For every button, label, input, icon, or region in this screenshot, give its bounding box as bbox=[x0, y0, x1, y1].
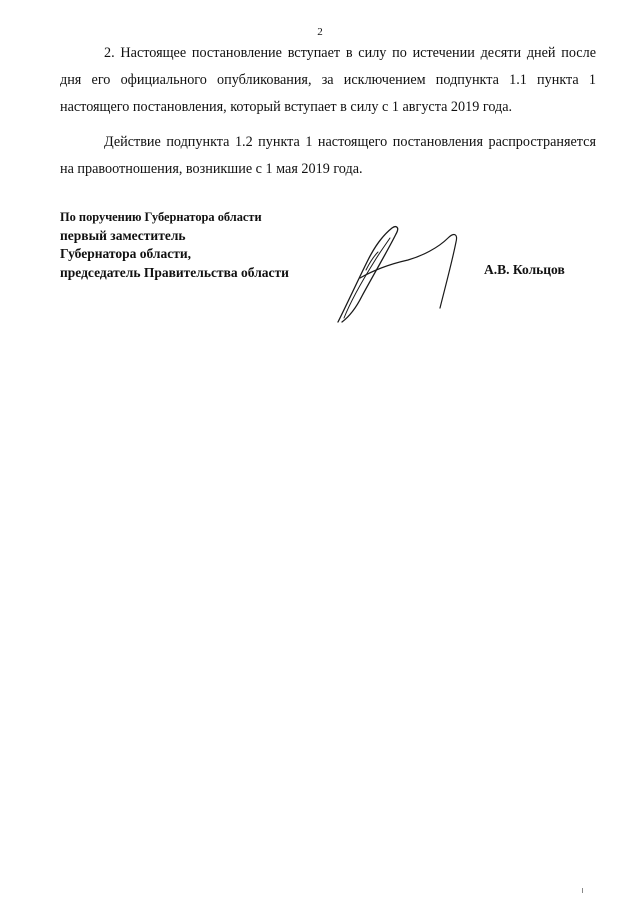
signatory-authority-line: По поручению Губернатора области bbox=[60, 210, 262, 224]
signatory-title-line-1: первый заместитель bbox=[60, 227, 186, 243]
handwritten-signature bbox=[330, 218, 470, 328]
page-number: 2 bbox=[317, 26, 323, 38]
scan-artifact-mark bbox=[582, 888, 583, 893]
signatory-title-line-2: Губернатора области, bbox=[60, 246, 191, 261]
paragraph-retroactive-effect: Действие подпункта 1.2 пункта 1 настоящего постановления распространяется на правоотношения, возникшие с 1 мая 2019 года. bbox=[60, 134, 596, 177]
signer-name: А.В. Кольцов bbox=[484, 262, 565, 277]
paragraph-effective-date: 2. Настоящее постановление вступает в силу по истечении десяти дней после дня его официального опубликования, за исключением подпункта 1.1 пункта 1 настоящего постановления, который вступает в силу с 1 августа 2019 года. bbox=[60, 45, 596, 115]
signatory-title-line-3: председатель Правительства области bbox=[60, 264, 289, 280]
document-body bbox=[60, 40, 596, 183]
signature-block bbox=[60, 208, 289, 282]
